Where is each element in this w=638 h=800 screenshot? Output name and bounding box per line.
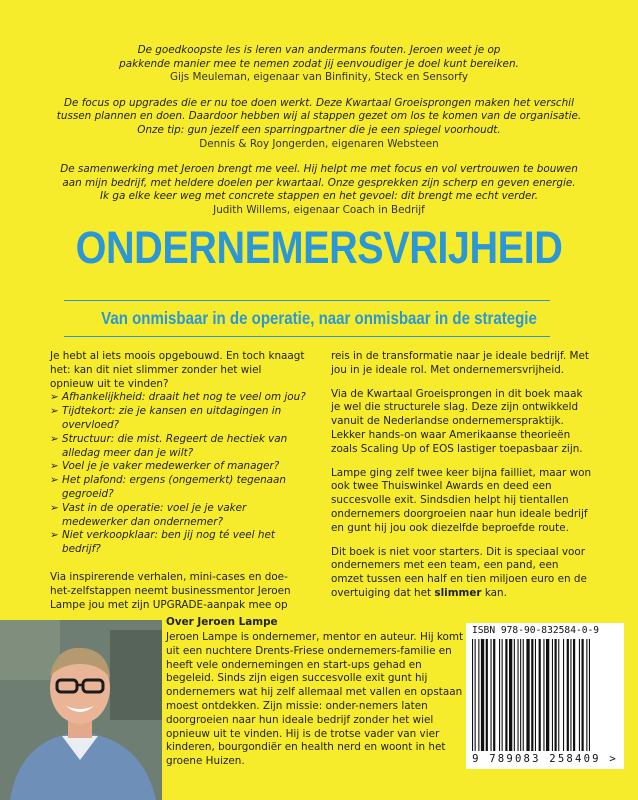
testimonial-text: tussen plannen en doen. Daardoor hebben wij al stappen gezet om los te komen van de organisatie. [56, 110, 582, 123]
testimonial-text: De samenwerking met Jeroen brengt me veel. Hij helpt me met focus en vol vertrouwen te bouwen [60, 163, 578, 176]
target-audience-end: kan. [481, 586, 507, 599]
blurb-intro: Je hebt al iets moois opgebouwd. En toch knaagt het: kan dit niet slimmer zonder het wiel opnieuw uit te vinden? [50, 350, 305, 390]
testimonial-text: De goedkoopste les is leren van andermans fouten. Jeroen weet je op [137, 44, 501, 56]
pain-point-text: voel je je vaker medewerker dan ondernemer? [62, 501, 247, 528]
blurb-left-column [50, 350, 308, 622]
book-title: ONDERNEMERSVRIJHEID [75, 222, 563, 273]
pain-point-key: Afhankelijkheid: [62, 391, 146, 404]
pain-point-text: ben jij nog té veel het bedrijf? [62, 529, 275, 556]
pain-point-key: Voel je je vaker medewerker of manager? [62, 460, 280, 473]
testimonials [0, 44, 638, 230]
blurb-paragraph: reis in de transformatie naar je ideale bedrijf. Met jou in je ideale rol. Met ondernemersvrijheid. [331, 350, 589, 376]
target-audience-text: Dit boek is niet voor starters. Dit is speciaal voor ondernemers met een team, een pand, een omzet tussen een half en tien miljoen euro en de overtuiging dat het [331, 545, 587, 599]
blurb-paragraph: Via de Kwartaal Groeisprongen in dit boek maak je wel die structurele slag. Deze zijn ontwikkeld vanuit de Nederlandse ondernemerspraktijk. Lekker hands-on waar Amerikaanse theorieën zoals Scaling Up of EOS lastiger toepasbaar zijn. [331, 387, 583, 455]
author-portrait-illustration [0, 620, 162, 800]
pain-point-item [50, 460, 308, 474]
arrow-bullet-icon: ➢ [50, 432, 59, 445]
testimonial-1 [0, 44, 638, 85]
blurb-right-column [331, 350, 593, 611]
blurb-paragraph [331, 546, 593, 601]
testimonial-author: Judith Willems, eigenaar Coach in Bedrijf [213, 203, 425, 216]
author-photo [0, 620, 162, 800]
testimonial-3 [0, 163, 638, 217]
arrow-bullet-icon: ➢ [50, 529, 59, 542]
testimonial-text: Onze tip: gun jezelf een sparringpartner die je een spiegel voorhoudt. [137, 123, 501, 136]
pain-point-list [50, 391, 308, 557]
title-divider-top [64, 300, 550, 301]
title-divider-bottom [64, 336, 550, 337]
pain-point-key: Niet verkoopklaar: [62, 529, 158, 542]
pain-point-key: Het plafond: [62, 474, 127, 487]
about-author-heading: Over Jeroen Lampe [166, 616, 278, 628]
pain-point-text: ergens (ongemerkt) tegenaan gegroeid? [62, 474, 286, 500]
barcode-number: 9 789083 258409 > [472, 753, 618, 765]
testimonial-author: Gijs Meuleman, eigenaar van Binfinity, Steck en Sensorfy [169, 71, 469, 84]
testimonial-2 [0, 97, 638, 151]
pain-point-item [50, 474, 308, 502]
pain-point-item [50, 433, 308, 461]
arrow-bullet-icon: ➢ [50, 391, 59, 404]
book-subtitle: Van onmisbaar in de operatie, naar onmisbaar in de strategie [101, 308, 537, 328]
pain-point-item [50, 405, 308, 433]
testimonial-text: De focus op upgrades die er nu toe doen werkt. Deze Kwartaal Groeisprongen maken het verschil [64, 96, 574, 109]
isbn-label: ISBN 978-90-832584-0-9 [472, 625, 600, 636]
testimonial-text: Ik ga elke keer weg met concrete stappen en het gevoel: dit brengt me echt verder. [99, 190, 539, 203]
arrow-bullet-icon: ➢ [50, 405, 59, 418]
blurb-paragraph: Lampe ging zelf twee keer bijna failliet, maar won ook twee Thuiswinkel Awards en deed een succesvolle exit. Sindsdien helpt hij tientallen ondernemers doorgroeien naar hun ideale bedrijf en gunt hij jou ook diezelfde beproefde route. [331, 466, 592, 534]
pain-point-item [50, 529, 308, 557]
testimonial-text: pakkende manier mee te nemen zodat jij eenvoudiger je doel kunt bereiken. [119, 57, 519, 70]
pain-point-key: Tijdtekort: [62, 405, 116, 418]
emphasis-word: slimmer [434, 586, 482, 599]
pain-point-item [50, 391, 308, 405]
arrow-bullet-icon: ➢ [50, 474, 59, 487]
barcode-bars [472, 639, 618, 751]
arrow-bullet-icon: ➢ [50, 501, 59, 514]
testimonial-author: Dennis & Roy Jongerden, eigenaren Websteen [199, 137, 439, 150]
pain-point-text: die mist. Regeert de hectiek van alledag meer dan je wilt? [62, 432, 288, 459]
isbn-barcode [466, 623, 624, 769]
pain-point-key: Vast in de operatie: [62, 501, 164, 514]
pain-point-text: draait het nog te veel om jou? [148, 391, 306, 404]
pain-point-item [50, 502, 308, 530]
arrow-bullet-icon: ➢ [50, 460, 59, 473]
about-author-bio: Jeroen Lampe is ondernemer, mentor en auteur. Hij komt uit een nuchtere Drents-Friese ondernemers-familie en heeft vele ondernemingen en start-ups gehad en begeleid. Sinds zijn eigen succesvolle exit gunt hij ondernemers wat hij zelf allemaal met vallen en opstaan moest ontdekken. Zijn missie: onder-nemers laten doorgroeien naar hun ideale bedrijf zonder het wiel opnieuw uit te vinden. Hij is de trotse vader van vier kinderen, bourgondiër en health nerd en woont in het groene Huizen. [166, 631, 464, 768]
pain-point-key: Structuur: [62, 432, 115, 445]
pain-point-text: zie je kansen en uitdagingen in overvloed? [62, 405, 282, 431]
testimonial-text: aan mijn bedrijf, met heldere doelen per kwartaal. Onze gesprekken zijn scherp en geven energie. [62, 176, 576, 189]
blurb-outro: Via inspirerende verhalen, mini-cases en doe-het-zelfstappen neemt businessmentor Jeroen Lampe jou met zijn UPGRADE-aanpak mee op [50, 570, 291, 611]
